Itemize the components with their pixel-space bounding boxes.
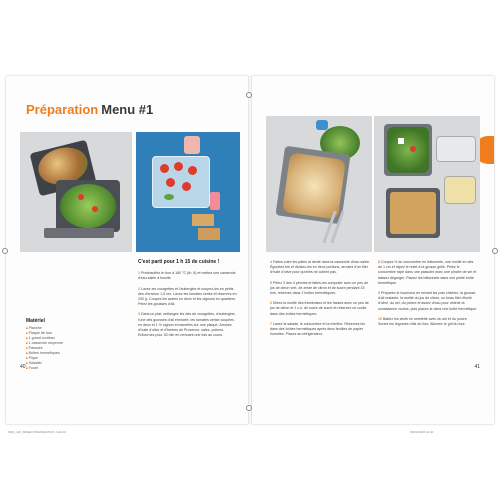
step-6: 6 Mixez la moitié des framboises et les fraises avec un peu de jus de citron et 1 c.s. de sucre de sucre et réservez ce coulis dans des boîtes hermétiques. — [270, 301, 369, 316]
title-highlight: Préparation — [26, 102, 99, 117]
print-slug-right: 09/01/2020 12:40 — [410, 430, 434, 434]
photo-pasta-box — [266, 116, 372, 252]
steps-column-right-2 — [378, 260, 478, 332]
material-heading: Matériel — [26, 318, 45, 324]
photo-salad-boxes — [20, 132, 132, 252]
material-item: ■ Saladier — [26, 361, 86, 366]
steps-column-left — [138, 260, 238, 343]
material-item: ■ Boîtes hermétiques — [26, 351, 86, 356]
step-10: 10 Battez les œufs en omelette avec du sel et du poivre. Sortez les légumes rôtis du four. Allumez le gril du four. — [378, 316, 468, 327]
material-list — [26, 318, 86, 371]
material-item: ■ Pique — [26, 356, 86, 361]
step-9: 9 Préparez le houmous en mixant les pois chiches, la gousse d'ail restante, la moitié du jus de citron, un beau filet d'huile d'olive, du sel, du poivre et assez d'eau pour obtenir la consistance voulue, puis placez-le dans une boîte hermétique. — [378, 291, 478, 311]
material-item: ■ Passoire — [26, 346, 86, 351]
photo-salad-sandwich — [374, 116, 480, 252]
step-7: 7 Lavez la salade, le concombre et la menthe. Réservez les dans des boîtes hermétiques après deux feuilles de papier humides. Placez au réfrigérateur. — [270, 321, 366, 337]
material-item: ■ 1 grand couteau — [26, 336, 86, 341]
step-2: 2 Lavez les courgettes et l'aubergine et coupez-les en petits dés d'environ 1,5 cm. Lavez les tomates cerise et réservez-en 200 g. Coupez les autres en deux et les oignons en quartiers. Pelez les gousses d'ail. — [138, 286, 237, 307]
material-item: ■ Fouet — [26, 366, 86, 371]
page-title — [26, 102, 153, 117]
photo-fruit-box — [136, 132, 240, 252]
material-item: ■ Planche — [26, 326, 86, 331]
steps-column-right-1 — [270, 260, 370, 342]
registration-mark — [246, 405, 252, 411]
registration-mark — [492, 248, 498, 254]
page-number-left: 40 — [20, 364, 26, 370]
step-8: 8 Coupez ½ du concombre en bâtonnets, une moitié en dés de 1 cm et râpez le reste à la grosse grille. Pelez le concombre râpé dans une passoire avec une pincée de sel et laissez dégorger. Placez les bâtonnets dans une petite boîte hermétique. — [378, 260, 477, 285]
print-slug-left: 0331_GD_SPEED PREPARATION .indd 40 — [8, 430, 67, 434]
registration-mark — [2, 248, 8, 254]
step-1: 1 Préchauffez le four à 180 °C (th. 6) et mettez une casserole d'eau salée à bouillir. — [138, 271, 236, 281]
material-item: ■ Plaque de four — [26, 331, 86, 336]
intro-heading: C'est parti pour 1 h 15 de cuisine ! — [138, 259, 220, 265]
material-item: ■ 1 casserole moyenne — [26, 341, 86, 346]
step-4: 4 Faites cuire les pâtes al dente dans la casserole d'eau salée. Égouttez-les et divisez-les en deux portions, arrosez d'un filet d'huile d'olive pour qu'elles ne collent pas. — [270, 260, 370, 275]
left-page — [6, 76, 248, 424]
page-number-right: 41 — [474, 364, 480, 370]
registration-mark — [246, 92, 252, 98]
step-3: 3 Dans un plat, mélangez les dés de courgettes, d'aubergine, l'une des gousses d'ail émincée, les tomates cerise coupées en deux et 1 ½ oignon en lamelles sur une plaque. Arrosez d'huile d'olive et d'herbes de Provence, salez, poivrez. Enfournez pour 30 min en remuant une fois au cours. — [138, 312, 236, 338]
step-5: 5 Pelez 3 des 4 pêches et faites-les compoter avec un peu de jus de citron vert, de zeste de citron et de sucre pendant 15 min, réservez dans 2 boîtes hermétiques. — [270, 280, 369, 296]
right-page — [252, 76, 494, 424]
title-rest: Menu #1 — [101, 102, 154, 117]
spine-fold — [248, 76, 252, 424]
